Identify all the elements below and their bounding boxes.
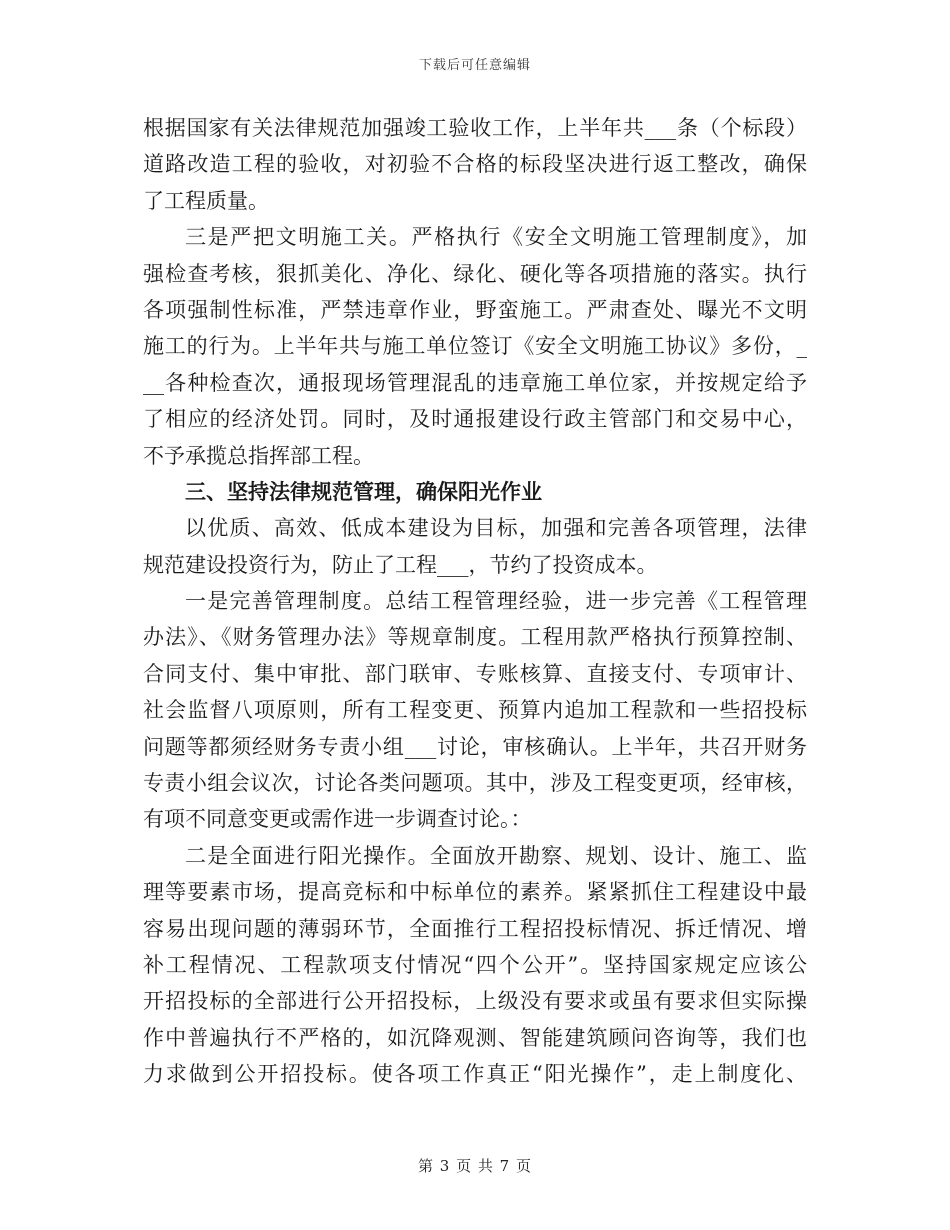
body-line: 二是全面进行阳光操作。全面放开勘察、规划、设计、施工、监 [185,843,807,868]
body-line: 有项不同意变更或需作进一步调查讨论。： [143,807,532,832]
body-line: 以优质、高效、低成本建设为目标，加强和完善各项管理，法律 [185,516,807,541]
body-line: 专责小组会议次，讨论各类问题项。其中，涉及工程变更项，经审核， [143,771,807,796]
body-line: 不予承揽总指挥部工程。 [143,443,374,468]
body-line: 强检查考核，狠抓美化、净化、绿化、硬化等各项措施的落实。执行 [143,261,807,286]
body-line: 问题等都须经财务专责小组___讨论，审核确认。上半年，共召开财务 [143,734,807,759]
body-line: 一是完善管理制度。总结工程管理经验，进一步完善《工程管理 [185,589,807,614]
body-line: 了相应的经济处罚。同时，及时通报建设行政主管部门和交易中心， [143,407,807,432]
body-line: 各项强制性标准，严禁违章作业，野蛮施工。严肃查处、曝光不文明 [143,297,807,322]
page-footer: 第 3 页 共 7 页 [418,1157,532,1175]
body-line: 社会监督八项原则，所有工程变更、预算内追加工程款和一些招投标 [143,698,807,723]
body-line: 开招投标的全部进行公开招投标，上级没有要求或虽有要求但实际操 [143,989,807,1014]
body-line: 办法》、《财务管理办法》等规章制度。工程用款严格执行预算控制、 [143,625,807,650]
body-line: 理等要素市场，提高竞标和中标单位的素养。紧紧抓住工程建设中最 [143,880,807,905]
body-line: 施工的行为。上半年共与施工单位签订《安全文明施工协议》多份，_ [143,334,807,359]
document-body [143,110,807,1093]
section-heading: 三、坚持法律规范管理，确保阳光作业 [185,479,542,504]
body-line: 合同支付、集中审批、部门联审、专账核算、直接支付、专项审计、 [143,661,807,686]
body-line: 了工程质量。 [143,188,269,213]
body-line: 三是严把文明施工关。严格执行《安全文明施工管理制度》，加 [185,225,807,250]
body-line: 力求做到公开招投标。使各项工作真正“阳光操作”，走上制度化、 [143,1062,807,1087]
body-line: 道路改造工程的验收，对初验不合格的标段坚决进行返工整改，确保 [143,152,807,177]
body-line: __各种检查次，通报现场管理混乱的违章施工单位家，并按规定给予 [143,370,807,395]
body-line: 根据国家有关法律规范加强竣工验收工作，上半年共___条（个标段） [143,116,807,140]
body-line: 容易出现问题的薄弱环节，全面推行工程招投标情况、拆迁情况、增 [143,916,807,941]
page-header: 下载后可任意编辑 [418,58,531,73]
body-line: 补工程情况、工程款项支付情况“四个公开”。坚持国家规定应该公 [143,952,807,977]
body-line: 规范建设投资行为，防止了工程___，节约了投资成本。 [143,552,658,577]
body-line: 作中普遍执行不严格的，如沉降观测、智能建筑顾问咨询等，我们也 [143,1025,807,1050]
